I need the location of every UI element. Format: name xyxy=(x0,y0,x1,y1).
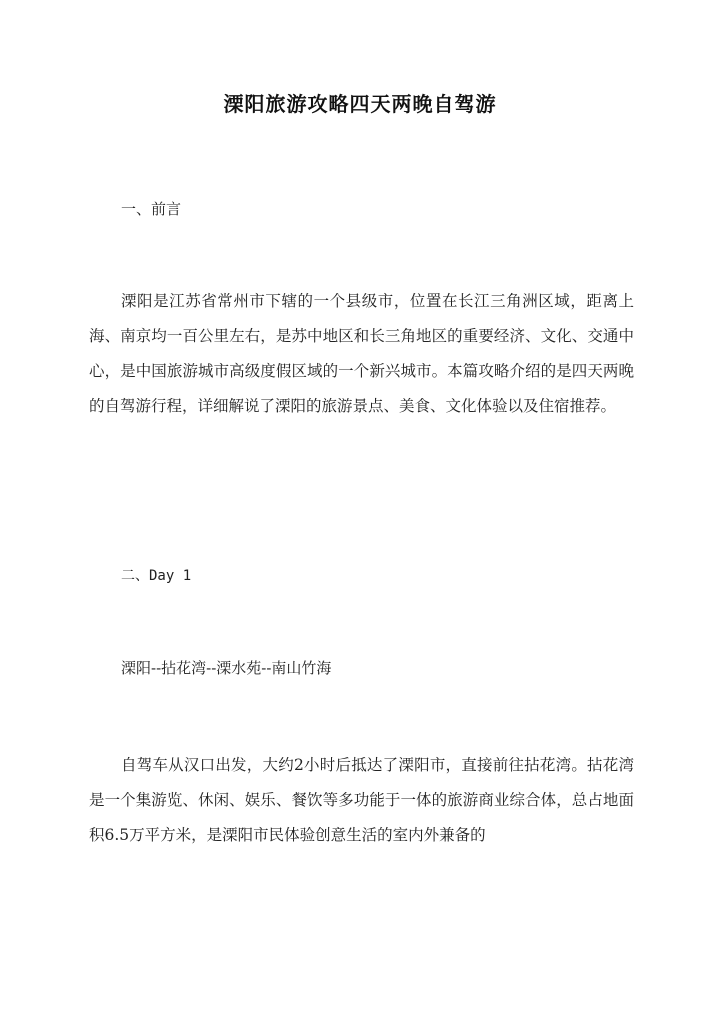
paragraph-day1: 自驾车从汉口出发，大约2小时后抵达了溧阳市，直接前往拈花湾。拈花湾是一个集游览、休闲、娱乐、餐饮等多功能于一体的旅游商业综合体，总占地面积6.5万平方米，是溧阳市民体验创意生活的室内外兼备的 xyxy=(89,756,634,844)
section-heading-day1: 二、Day 1 xyxy=(121,568,192,584)
document-title: 溧阳旅游攻略四天两晚自驾游 xyxy=(223,92,497,116)
route-line: 溧阳--拈花湾--溧水苑--南山竹海 xyxy=(121,659,332,677)
section-heading-preface: 一、前言 xyxy=(121,200,182,218)
paragraph-intro: 溧阳是江苏省常州市下辖的一个县级市，位置在长江三角洲区域，距离上海、南京均一百公里左右，是苏中地区和长三角地区的重要经济、文化、交通中心，是中国旅游城市高级度假区域的一个新兴城市。本篇攻略介绍的是四天两晚的自驾游行程，详细解说了溧阳的旅游景点、美食、文化体验以及住宿推荐。 xyxy=(89,292,634,415)
